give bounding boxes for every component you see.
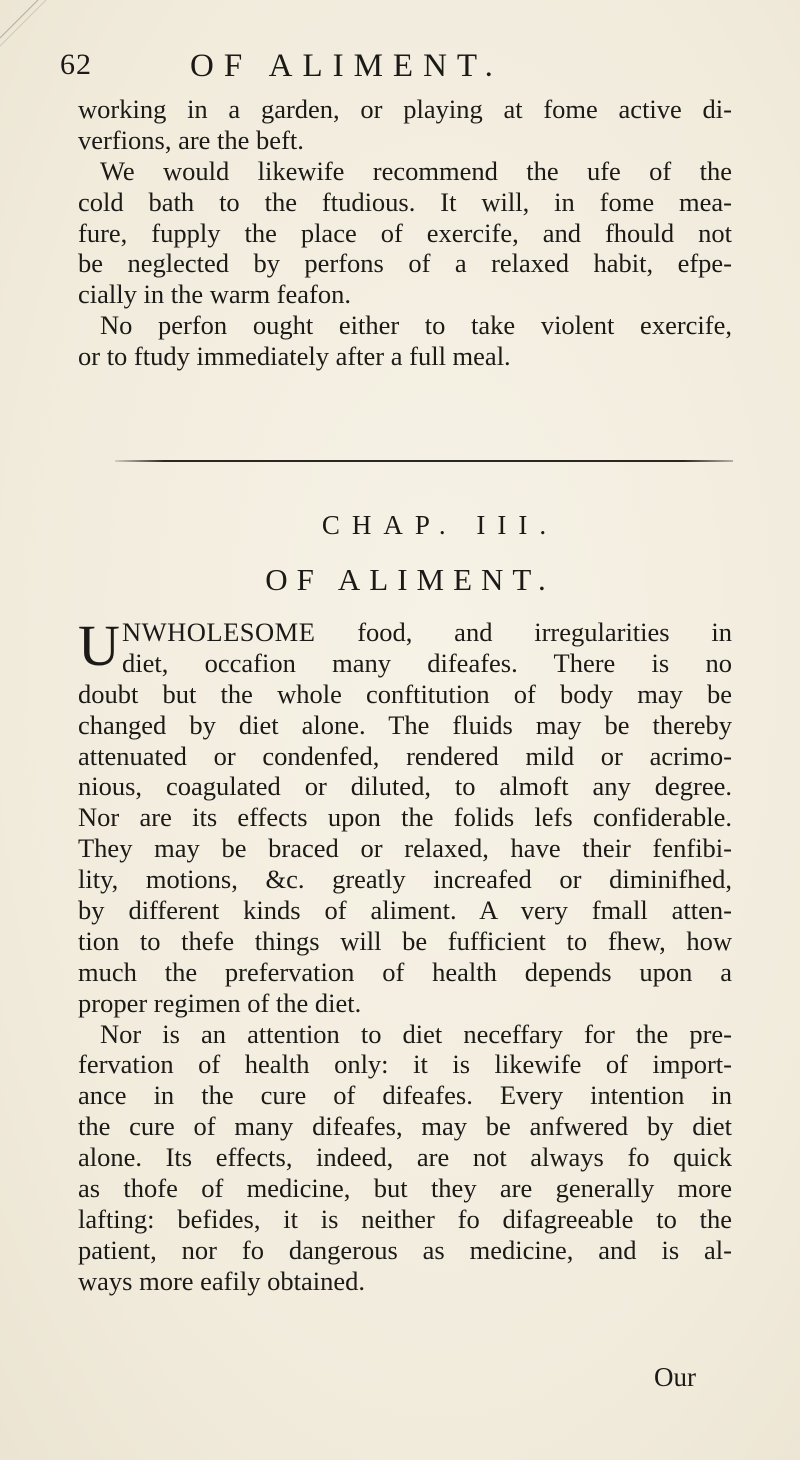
text-line: nious, coagulated or diluted, to almoft any degree. (78, 771, 732, 802)
text-line: fure, fupply the place of exercife, and fhould not (78, 217, 732, 248)
text-line (78, 617, 732, 648)
continued-text (78, 94, 732, 372)
chapter-number: III. (476, 510, 559, 540)
text-line: Nor is an attention to diet neceffary for the pre- (100, 1018, 732, 1049)
text-line: diet, occafion many difeafes. There is no (122, 647, 732, 678)
text-line: by different kinds of aliment. A very fmall atten- (78, 895, 732, 926)
text-line: the cure of many difeafes, may be anfwered by diet (78, 1111, 732, 1142)
text-line: lity, motions, &c. greatly increafed or diminifhed, (78, 864, 732, 895)
text-line: or to ftudy immediately after a full meal. (78, 341, 511, 372)
text-line: lafting: befides, it is neither fo difagreeable to the (78, 1203, 732, 1234)
running-head (60, 48, 750, 88)
chapter-body (78, 613, 732, 1297)
opening-lines (78, 613, 732, 679)
text-line: attenuated or condenfed, rendered mild or acrimo- (78, 740, 732, 771)
page-number: 62 (60, 48, 92, 81)
chapter-label: CHAP. (321, 510, 458, 540)
drop-cap: U (78, 613, 120, 678)
section-divider-rule (115, 460, 733, 462)
text-line: as thofe of medicine, but they are generally more (78, 1173, 732, 1204)
text-line: be neglected by perfons of a relaxed habit, efpe- (78, 248, 732, 279)
text-line: fervation of health only: it is likewife of import- (78, 1049, 732, 1080)
running-head-title: OF ALIMENT. (190, 48, 503, 84)
chapter-title: OF ALIMENT. (265, 562, 555, 597)
opening-line-rest: food, and irregularities in (315, 617, 732, 647)
text-line: much the prefervation of health depends upon a (78, 956, 732, 987)
text-line: verfions, are the beft. (78, 124, 304, 155)
text-line: proper regimen of the diet. (78, 987, 362, 1018)
text-line: cold bath to the ftudious. It will, in fome mea- (78, 186, 732, 217)
catchword: Our (654, 1362, 696, 1392)
text-line: ways more eafily obtained. (78, 1265, 365, 1296)
text-line: Nor are its effects upon the folids lefs confiderable. (78, 802, 732, 833)
text-line: They may be braced or relaxed, have their fenfibi- (78, 833, 732, 864)
text-line: doubt but the whole conftitution of body may be (78, 678, 732, 709)
text-line: ance in the cure of difeafes. Every intention in (78, 1080, 732, 1111)
text-line: No perfon ought either to take violent exercife, (100, 310, 732, 341)
text-line: alone. Its effects, indeed, are not always fo quick (78, 1142, 732, 1173)
text-line: working in a garden, or playing at fome active di- (78, 94, 732, 124)
text-line: We would likewife recommend the ufe of the (100, 155, 732, 186)
opening-word: NWHOLESOME (122, 617, 316, 647)
text-line: changed by diet alone. The fluids may be thereby (78, 709, 732, 740)
text-line: patient, nor fo dangerous as medicine, and is al- (78, 1234, 732, 1265)
text-line: cially in the warm feafon. (78, 279, 351, 310)
chapter-heading (0, 510, 800, 541)
text-line: tion to thefe things will be fufficient to fhew, how (78, 925, 732, 956)
